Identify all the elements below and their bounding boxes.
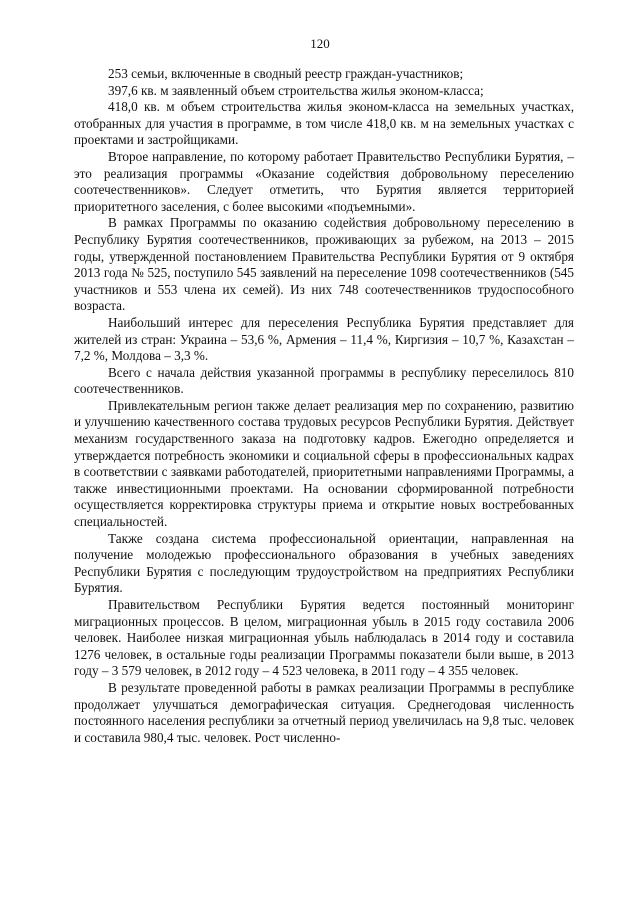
document-body <box>74 66 574 746</box>
paragraph-construction-volume: 418,0 кв. м объем строительства жилья эконом-класса на земельных участках, отобранных для участия в программе, в том числе 418,0 кв. м на земельных участках с проектами и застройщиками. <box>74 99 574 148</box>
page-number: 120 <box>310 36 330 51</box>
paragraph-demographics: В результате проведенной работы в рамках реализации Программы в республике продолжает улучшаться демографическая ситуация. Среднегодовая численность постоянного населения республики за отчетный период увеличилась на 9,8 тыс. человек и составила 980,4 тыс. человек. Рост численно- <box>74 679 574 745</box>
paragraph-countries-interest: Наибольший интерес для переселения Республика Бурятия представляет для жителей из стран: Украина – 53,6 %, Армения – 11,4 %, Киргизия – 10,7 %, Казахстан – 7,2 %, Молдова – 3,3 %. <box>74 314 574 364</box>
paragraph-migration-monitoring: Правительством Республики Бурятия ведется постоянный мониторинг миграционных процессов. В целом, миграционная убыль в 2015 году составила 2006 человек. Наиболее низкая миграционная убыль наблюдалась в 2014 году и составила 1276 человек, в остальные годы реализации Программы показатели были выше, в 2013 году – 3 579 человек, в 2012 году – 4 523 человека, в 2011 году – 4 355 человек. <box>74 597 574 679</box>
paragraph-labor-resources: Привлекательным регион также делает реализация мер по сохранению, развитию и улучшению качественного состава трудовых ресурсов Республики Бурятия. Действует механизм государственного заказа на подготовку кадров. Ежегодно определяется и утверждается потребность экономики и социальной сферы в профессиональных кадрах в соответствии с заявками работодателей, приоритетными направлениями Программы, а также инвестиционными проектами. На основании сформированной потребности осуществляется корректировка структуры приема и открытие новых востребованных специальностей. <box>74 397 574 530</box>
paragraph-second-direction: Второе направление, по которому работает Правительство Республики Бурятия, – это реализация программы «Оказание содействия добровольному переселению соотечественников». Следует отметить, что Бурятия является территорией приоритетного заселения, с более высокими «подъемными». <box>74 148 574 214</box>
paragraph-families: 253 семьи, включенные в сводный реестр граждан-участников; <box>108 66 464 81</box>
paragraph-resettlement-program: В рамках Программы по оказанию содействия добровольному переселению в Республику Бурятия соотечественников, проживающих за рубежом, на 2013 – 2015 годы, утвержденной постановлением Правительства Республики Бурятия от 9 октября 2013 года № 525, поступило 545 заявлений на переселение 1098 соотечественников (545 участников и 553 члена их семей). Из них 748 соотечественников трудоспособного возраста. <box>74 215 574 314</box>
paragraph-declared-volume: 397,6 кв. м заявленный объем строительства жилья эконом-класса; <box>108 82 484 98</box>
paragraph-total-resettled: Всего с начала действия указанной программы в республику переселилось 810 соотечественников. <box>74 364 574 397</box>
paragraph-career-guidance: Также создана система профессиональной ориентации, направленная на получение молодежью профессионального образования в учебных заведениях Республики Бурятия с последующим трудоустройством на предприятиях Республики Бурятия. <box>74 530 574 596</box>
